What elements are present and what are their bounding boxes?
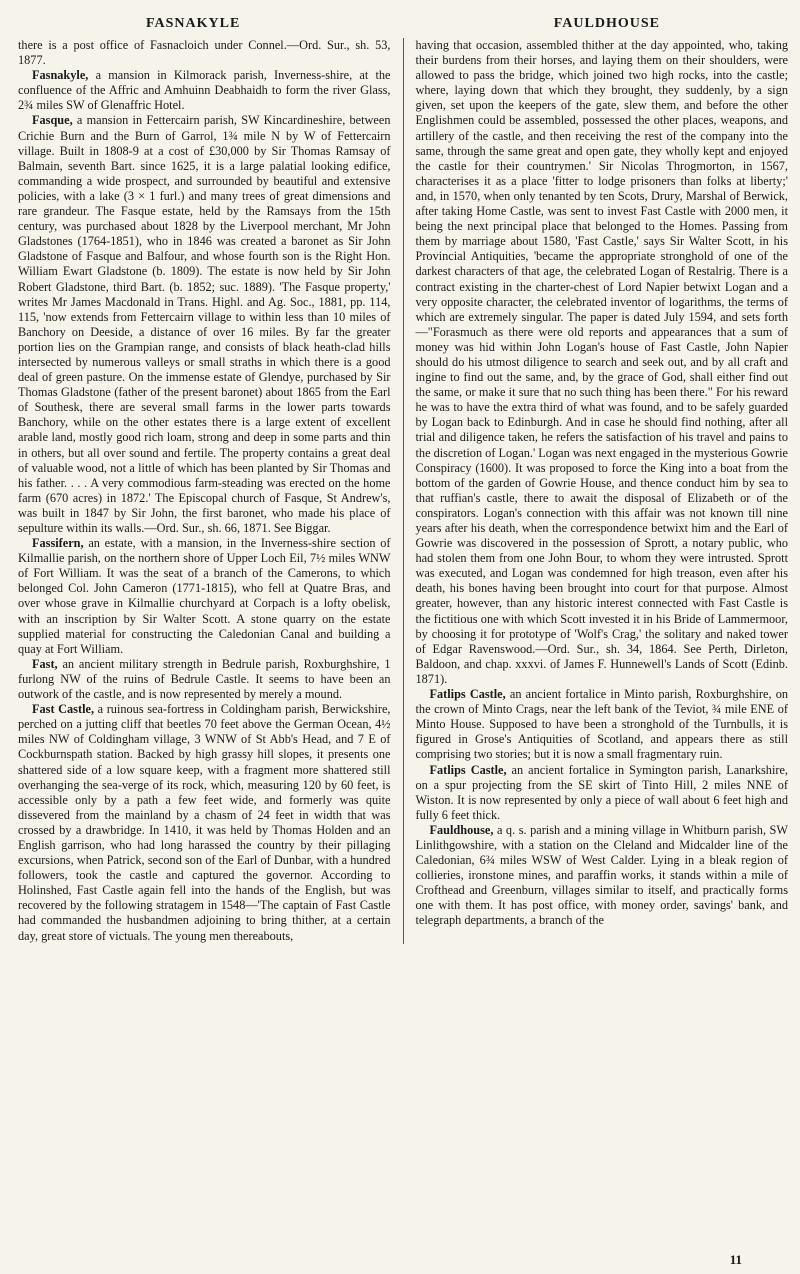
entry-text: a ruinous sea-fortress in Coldingham parish, Berwickshire, perched on a jutting cliff that beetles 70 feet above the German Ocean, 4½ miles NW of Coldingham village, 3 WNW of St Abb's Head, and 7 E of Cockburnspath station. Backed by high grassy hill slopes, it presents one shattered side of a low square keep, with a fragment more shattered still overhanging the sea-verge of its rock, which, measuring 120 by 60 feet, is accessible only by a path a few feet wide, and formerly was quite dissevered from the mainland by a chasm of 24 feet in width that was crossed by a drawbridge. In 1410, it was held by Thomas Holden and an English garrison, who had long harassed the country by their pillaging excursions, when Patrick, second son of the Earl of Dunbar, with a hundred followers, took the castle and captured the governor. According to Holinshed, Fast Castle again fell into the hands of the English, but was recovered by the following stratagem in 1548—'The captain of Fast Castle had commanded the husbandmen adjoining to bring thither, at a certain day, great store of victuals. The young men thereabouts,	[18, 702, 391, 943]
entry-text: a mansion in Fettercairn parish, SW Kincardineshire, between Crichie Burn and the Burn of Garrol, 1¾ mile N by W of Fettercairn village. Built in 1808-9 at a cost of £30,000 by Sir Thomas Ramsay of Balmain, seventh Bart. since 1625, it is a large palatial looking edifice, commanding a wide prospect, and surrounded by beautiful and extensive policies, with a lake (3 × 1 furl.) and many trees of great dimensions and rare grandeur. The Fasque estate, held by the Ramsays from the 15th century, was purchased about 1828 by the Liverpool merchant, Mr John Gladstones (1764-1851), who in 1846 was created a baronet as Sir John Gladstone of Fasque and Balfour, and whose fourth son is the Right Hon. William Ewart Gladstone (b. 1809). The estate is now held by Sir John Robert Gladstone, third Bart. (b. 1852; suc. 1889). 'The Fasque property,' writes Mr James Macdonald in Trans. Highl. and Ag. Soc., 1881, pp. 114, 115, 'now extends from Fettercairn village to within less than 10 miles of Banchory on Deeside, a distance of over 16 miles. By far the greater portion lies on the Grampian range, and consists of black heath-clad hills intersected by numerous valleys or small straths in which there is a good deal of green pasture. On the immense estate of Glendye, purchased by Sir Thomas Gladstone (father of the present baronet) about 1865 from the Earl of Southesk, there are several small farms in the lower parts towards Banchory, while on the other estates there is a large extent of excellent arable land, mostly good rich loam, strong and deep in some parts and thin in others, but all over sound and fertile. The property contains a great deal of valuable wood, not a little of which has been planted by Sir Thomas and his father. . . . A very commodious farm-steading was erected on the home farm (670 acres) in 1872.' The Episcopal church of Fasque, St Andrew's, was built in 1847 by Sir John, the first baronet, who made his place of sepulture within its walls.—Ord. Sur., sh. 66, 1871. See Biggar.	[18, 113, 391, 535]
entry-headword: Fasque,	[32, 113, 73, 128]
gazetteer-entry	[18, 68, 391, 113]
right-column	[416, 38, 789, 944]
entry-text: an estate, with a mansion, in the Inverness-shire section of Kilmallie parish, on the northern shore of Upper Loch Eil, 7½ miles WNW of Fort William. It was the seat of a branch of the Camerons, to which belonged Col. John Cameron (1771-1815), who fell at Quatre Bras, and over whose grave in Kilmallie churchyard at Corpach is a lofty obelisk, with an inscription by Sir Walter Scott. A stone quarry on the estate supplied material for constructing the Caledonian Canal and building a quay at Fort William.	[18, 536, 391, 656]
gazetteer-entry	[416, 38, 789, 687]
entry-headword: Fatlips Castle,	[429, 762, 507, 777]
gazetteer-entry	[18, 536, 391, 657]
gazetteer-entry	[18, 38, 391, 68]
entry-text: a mansion in Kilmorack parish, Inverness-shire, at the confluence of the Affric and Amhuinn Deabhaidh to form the river Glass, 2¾ miles SW of Glenaffric Hotel.	[18, 68, 391, 113]
page-number: 11	[729, 1252, 742, 1267]
entry-headword: Fauldhouse,	[429, 822, 494, 837]
entry-headword: Fast,	[32, 656, 58, 671]
entry-headword: Fasnakyle,	[32, 68, 89, 83]
left-column	[18, 38, 391, 944]
entry-text: there is a post office of Fasnacloich under Connel.—Ord. Sur., sh. 53, 1877.	[18, 38, 391, 68]
column-divider	[403, 38, 404, 944]
gazetteer-entry	[416, 687, 789, 762]
gazetteer-entry	[18, 702, 391, 944]
entry-headword: Fassifern,	[32, 536, 84, 551]
entry-text: having that occasion, assembled thither at the day appointed, who, taking their burdens from their horses, and laying them on their shoulders, were allowed to pass the bridge, which joined two high rocks, into the castle; where, laying down that which they brought, they suddenly, by a sign given, set upon the keepers of the gate, slew them, and before the other Englishmen could be assembled, possessed the other places, weapons, and artillery of the castle, and then receiving the rest of the company into the same, through the same great and open gate, they wholly kept and enjoyed the castle for their countrymen.' Sir Nicolas Throgmorton, in 1567, characterises it as a place 'fitter to lodge prisoners than folks at liberty;' and, in 1570, when only tenanted by ten Scots, Drury, Marshal of Berwick, after taking Home Castle, was sent to invest Fast Castle with 2000 men, it being the next principal place that belonged to the Homes. Passing from them by marriage about 1580, 'Fast Castle,' says Sir Walter Scott, in his Provincial Antiquities, 'became the appropriate stronghold of one of the darkest characters of that age, the celebrated Logan of Restalrig. There is a contract existing in the charter-chest of Lord Napier betwixt Logan and a very opposite character, the celebrated inventor of logarithms, the terms of which are extremely singular. The paper is dated July 1594, and sets forth—"Forasmuch as there were old reports and appearances that a sum of money was hid within John Logan's house of Fast Castle, John Napier should do his utmost diligence to search and seek out, and by all craft and ingine to find out the same, and, by the grace of God, shall either find out the same, or make it sure that no such thing has been there." For his reward he was to have the extra third of what was found, and to be safely guarded by Logan back to Edinburgh. And in case he should find nothing, after all trial and diligence taken, he refers the satisfaction of his travel and pains to the discretion of Logan.' Logan was next engaged in the mysterious Gowrie Conspiracy (1600). It was proposed to force the King into a boat from the bottom of the garden of Gowrie House, and thence conduct him by sea to that ruffian's castle, there to await the disposal of Elizabeth or of the conspirators. Logan's connection with this affair was not known till nine years after his death, when the correspondence betwixt him and the Earl of Gowrie was discovered in the possession of Sprott, a notary public, who had stolen them from one John Bour, to whom they were intrusted. Sprott was executed, and Logan was condemned for high treason, even after his death, his bones having been brought into court for that purpose. Almost greater, however, than any historic interest connected with Fast Castle is the fictitious one with which Scott invested it in his Bride of Lammermoor, by choosing it for prototype of 'Wolf's Crag,' the solitary and naked tower of Edgar Ravenswood.—Ord. Sur., sh. 34, 1864. See Perth, Dirleton, Baldoon, and chap. xxxvi. of James F. Hunnewell's Lands of Scott (Edinb. 1871).	[415, 38, 788, 686]
header-right: FAULDHOUSE	[553, 16, 660, 31]
header-left: FASNAKYLE	[146, 16, 241, 31]
entry-text: an ancient fortalice in Minto parish, Roxburghshire, on the crown of Minto Crags, near the left bank of the Teviot, ¾ mile ENE of Minto House. Supposed to have been a stronghold of the Turnbulls, it is figured in Grose's Antiquities of Scotland, and appears there as still comprising two stories; but it is now a small fragmentary ruin.	[415, 687, 788, 762]
running-header	[18, 8, 788, 32]
entry-headword: Fatlips Castle,	[429, 687, 506, 702]
columns	[18, 38, 788, 944]
gazetteer-entry	[18, 113, 391, 536]
entry-text: an ancient fortalice in Symington parish, Lanarkshire, on a spur projecting from the SE skirt of Tinto Hill, 2 miles NNE of Wiston. It is now represented by only a piece of wall about 6 feet high and fully 6 feet thick.	[415, 762, 788, 822]
gazetteer-entry	[18, 657, 391, 702]
entry-text: an ancient military strength in Bedrule parish, Roxburghshire, 1 furlong NW of the ruins of Bedrule Castle. It seems to have been an outwork of the castle, and is now represented by merely a mound.	[18, 656, 391, 702]
gazetteer-entry	[416, 763, 789, 823]
entry-headword: Fast Castle,	[32, 702, 95, 717]
gazetteer-entry	[416, 823, 789, 929]
entry-text: a q. s. parish and a mining village in Whitburn parish, SW Linlithgowshire, with a station on the Cleland and Midcalder line of the Caledonian, 6¾ miles WSW of West Calder. Lying in a bleak region of collieries, ironstone mines, and paraffin works, it stands within a mile of Crofthead and Greenburn, villages similar to itself, and practically forms one with them. It has post office, with money order, savings' bank, and telegraph departments, a branch of the	[415, 822, 788, 928]
